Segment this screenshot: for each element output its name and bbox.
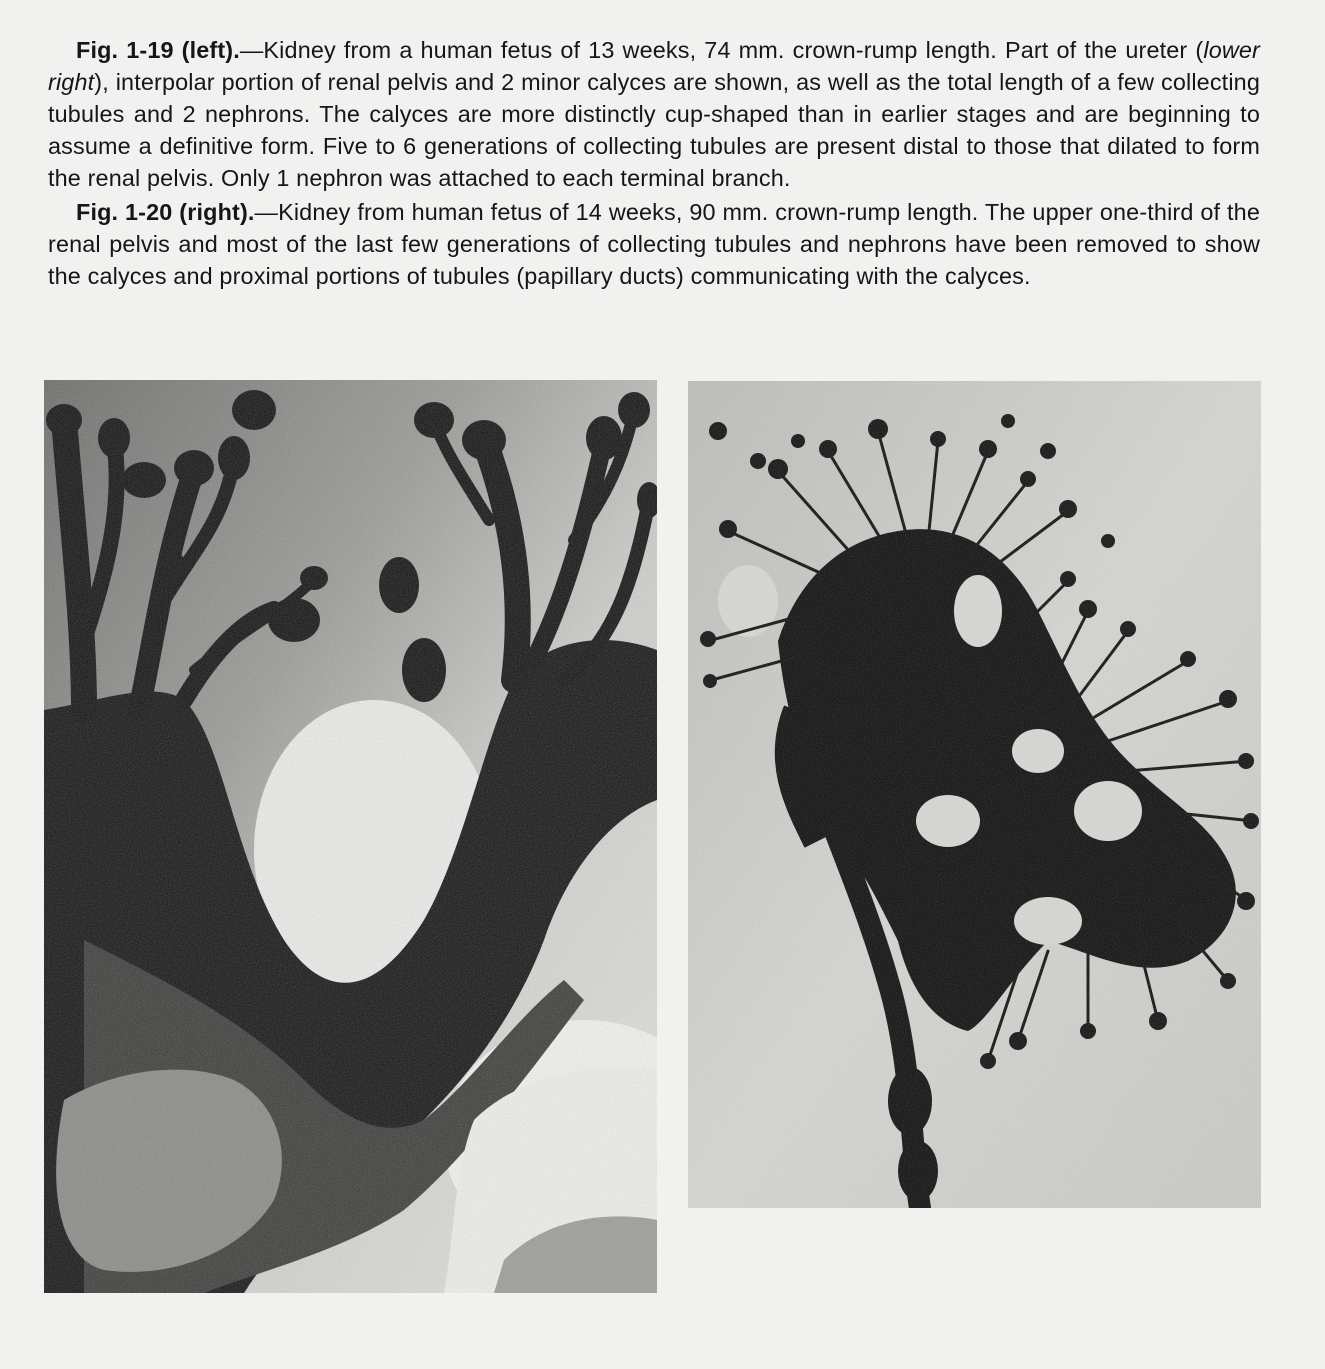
photo-fig-1-19 (44, 380, 657, 1293)
caption-fig-1-19-italic: lower right (48, 37, 1260, 95)
caption-fig-1-19-text-a: —Kidney from a human fetus of 13 weeks, 74 mm. crown-rump length. Part of the ureter ( (239, 37, 1204, 63)
photo-fig-1-20-image (688, 381, 1261, 1208)
caption-fig-1-20 (48, 196, 1260, 292)
caption-fig-1-20-label: Fig. 1-20 (right). (76, 199, 255, 225)
caption-fig-1-19 (48, 34, 1260, 194)
caption-block (48, 34, 1260, 294)
caption-fig-1-19-label: Fig. 1-19 (left). (76, 37, 240, 63)
photo-fig-1-19-image (44, 380, 657, 1293)
caption-fig-1-19-text-b: ), interpolar portion of renal pelvis and 2 minor calyces are shown, as well as the total length of a few collecting tubules and 2 nephrons. The calyces are more distinctly cup-shaped than in earlier stages and are beginning to assume a definitive form. Five to 6 generations of collecting tubules are present distal to those that dilated to form the renal pelvis. Only 1 nephron was attached to each terminal branch. (48, 69, 1260, 191)
photo-fig-1-20 (688, 381, 1261, 1208)
caption-fig-1-20-text: —Kidney from human fetus of 14 weeks, 90 mm. crown-rump length. The upper one-third of the renal pelvis and most of the last few generations of collecting tubules and nephrons have been removed to show the calyces and proximal portions of tubules (papillary ducts) communicating with the calyces. (48, 199, 1260, 289)
